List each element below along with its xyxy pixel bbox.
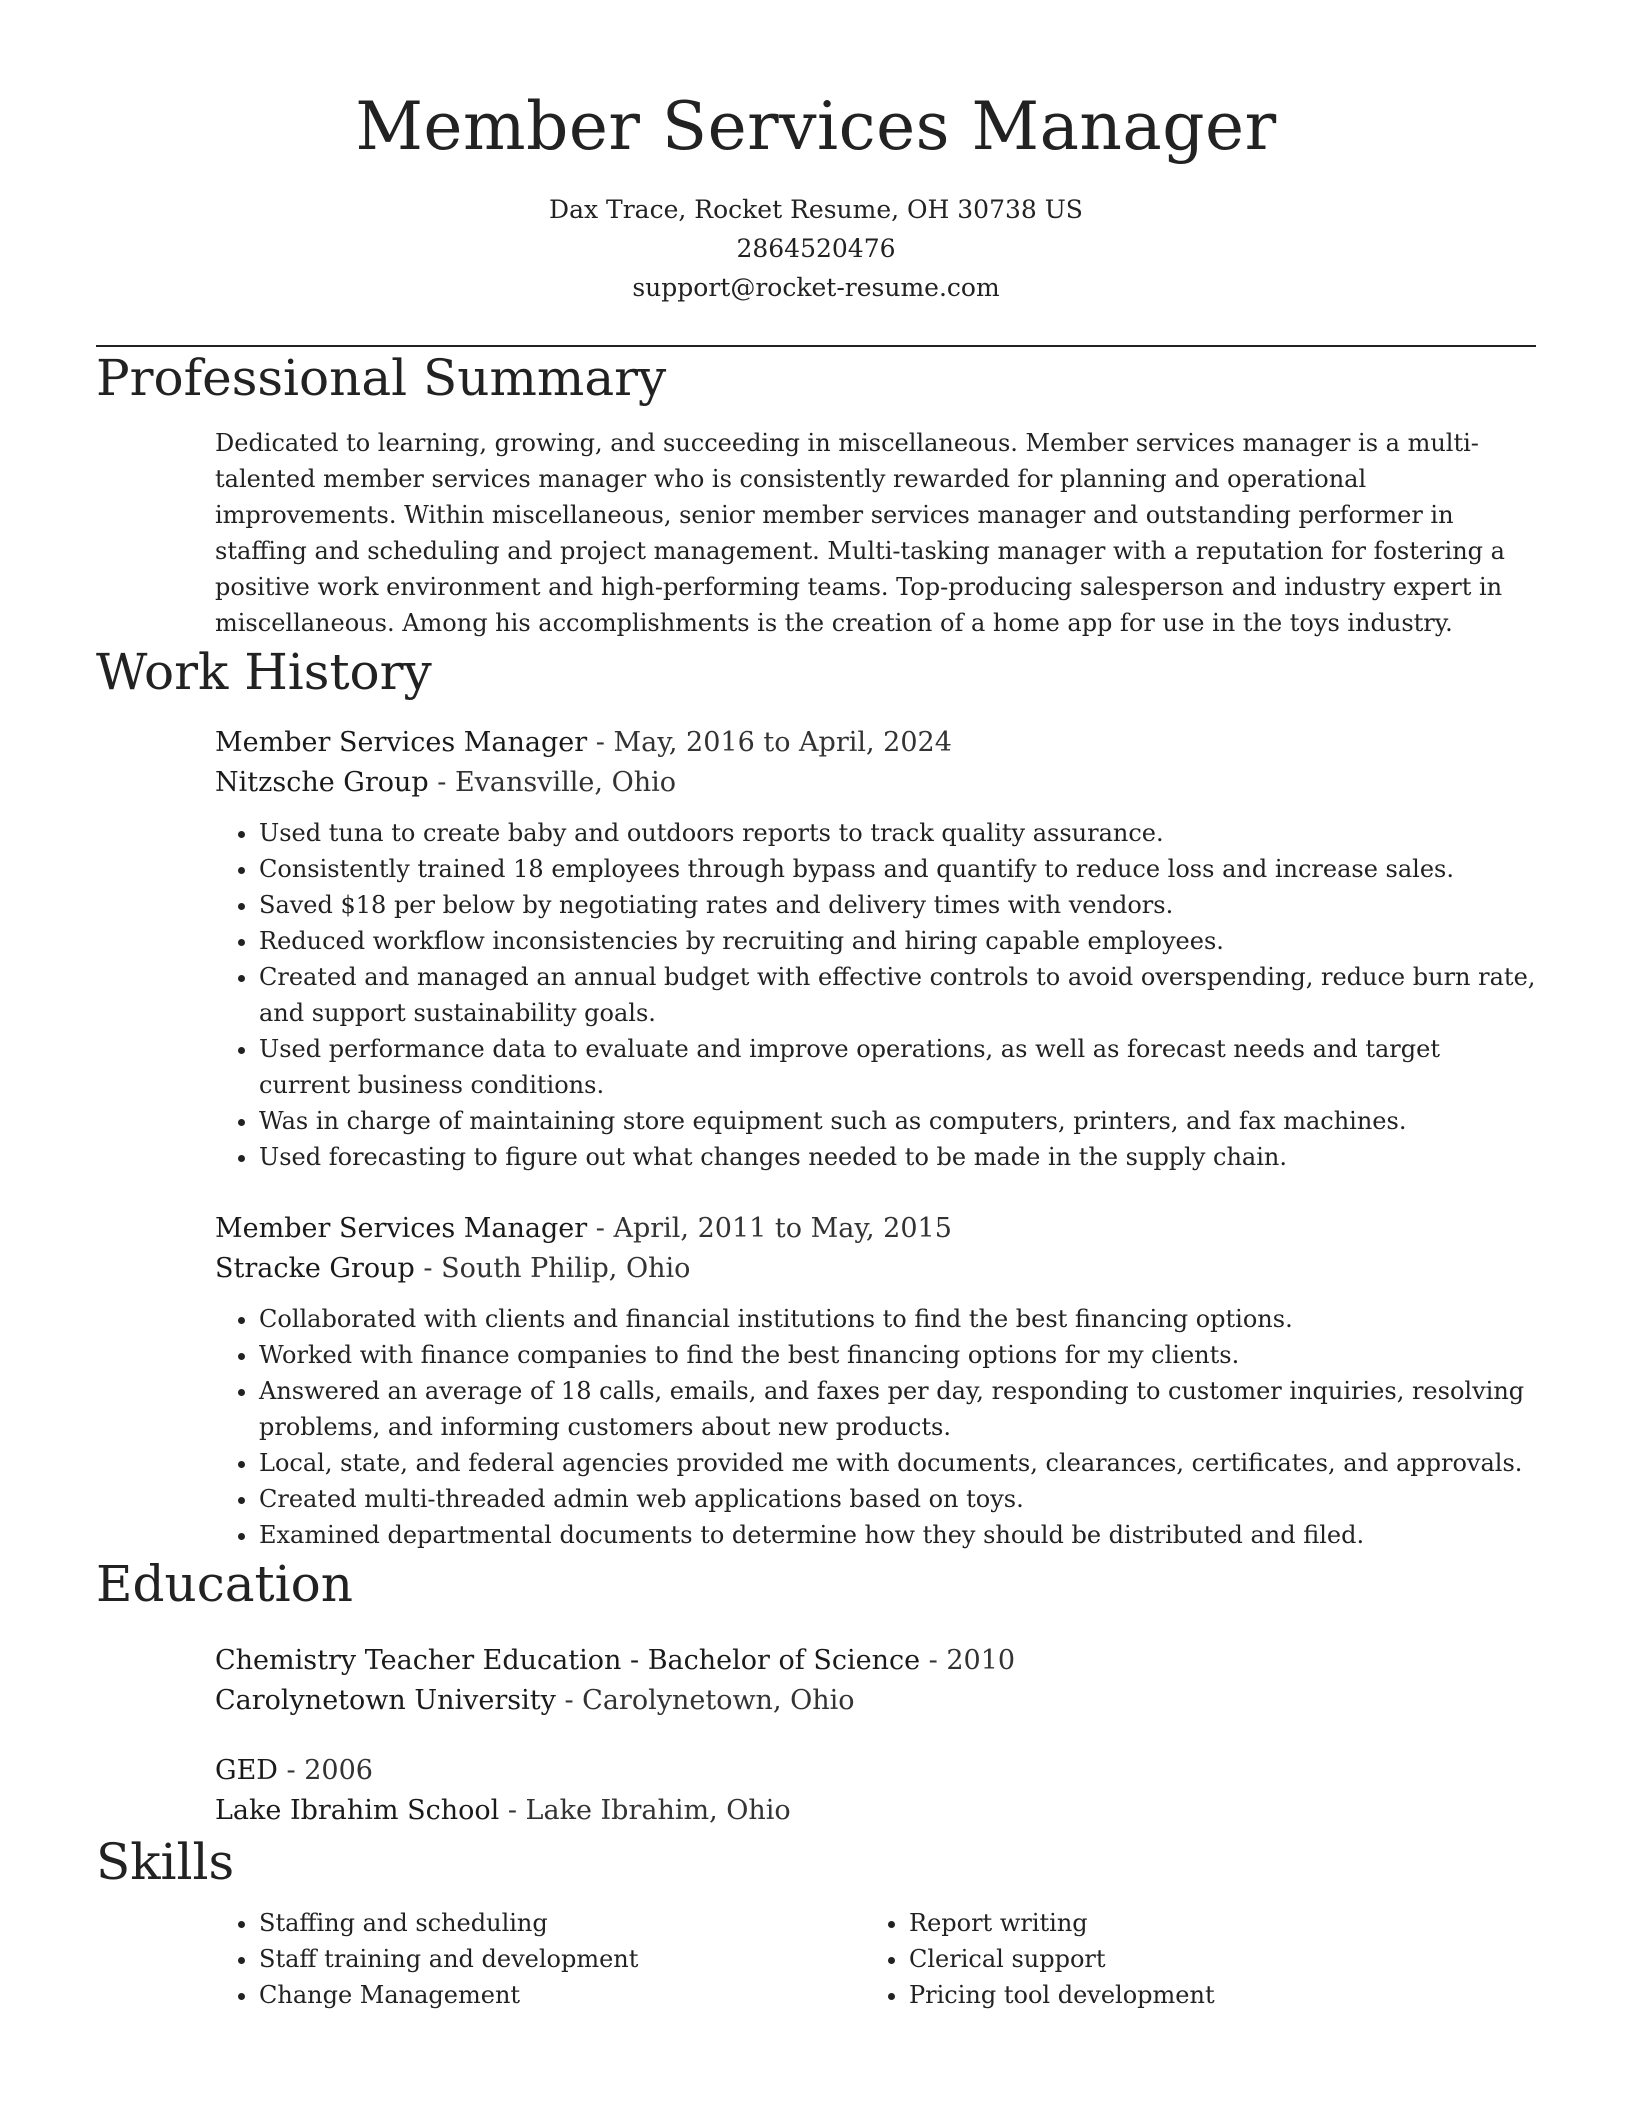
resume-title: Member Services Manager [355,88,1277,165]
skill-item: • Report writing [909,1905,1515,1941]
contact-email: support@rocket-resume.com [632,273,1000,302]
job-location: - South Philip, Ohio [414,1253,691,1284]
job-bullet: • Used tuna to create baby and outdoors reports to track quality assurance. [259,815,1536,851]
section-title-skills: Skills [96,1833,235,1891]
job-bullet: • Reduced workflow inconsistencies by recruiting and hiring capable employees. [259,923,1536,959]
education-location: - Carolynetown, Ohio [555,1685,855,1716]
job-bullet: • Answered an average of 18 calls, emails, and faxes per day, responding to customer inquiries, resolving problems, and informing customers about new products. [259,1373,1536,1445]
job-location: - Evansville, Ohio [428,767,676,798]
skill-item: • Pricing tool development [909,1977,1515,2013]
section-title-work-history: Work History [96,643,432,701]
work-history-list [215,723,1536,1553]
job-bullet: • Worked with finance companies to find the best financing options for my clients. [259,1337,1536,1373]
contact-phone: 2864520476 [736,234,896,263]
education-school: Lake Ibrahim School [215,1795,500,1826]
education-year: - 2010 [920,1645,1016,1676]
job-entry [215,723,1536,1175]
job-bullet: • Examined departmental documents to determine how they should be distributed and filed. [259,1517,1536,1553]
job-role: Member Services Manager [215,1213,588,1244]
education-entry [215,1751,1536,1831]
education-entry [215,1641,1536,1721]
section-title-summary: Professional Summary [96,349,667,407]
skills-column-right [865,1905,1515,2013]
skill-item: • Staffing and scheduling [259,1905,865,1941]
job-bullet: • Created multi-threaded admin web applications based on toys. [259,1481,1536,1517]
job-dates: - May, 2016 to April, 2024 [587,727,952,758]
contact-address: Dax Trace, Rocket Resume, OH 30738 US [549,195,1083,224]
education-school-line [215,1681,1536,1721]
education-degree-line [215,1641,1536,1681]
resume-header [96,0,1536,307]
job-bullet: • Local, state, and federal agencies provided me with documents, clearances, certificates, and approvals. [259,1445,1536,1481]
job-company: Stracke Group [215,1253,415,1284]
education-degree-line [215,1751,1536,1791]
job-bullet: • Saved $18 per below by negotiating rates and delivery times with vendors. [259,887,1536,923]
job-dates: - April, 2011 to May, 2015 [587,1213,952,1244]
job-company-line [215,1249,1536,1289]
skill-item: • Clerical support [909,1941,1515,1977]
job-bullet: • Collaborated with clients and financial institutions to find the best financing options. [259,1301,1536,1337]
job-bullets [215,1301,1536,1553]
job-company: Nitzsche Group [215,767,429,798]
job-entry [215,1209,1536,1553]
education-degree: GED [215,1755,278,1786]
job-bullet: • Was in charge of maintaining store equipment such as computers, printers, and fax machines. [259,1103,1536,1139]
job-role-line [215,1209,1536,1249]
education-location: - Lake Ibrahim, Ohio [499,1795,791,1826]
education-list [215,1641,1536,1831]
skill-item: • Staff training and development [259,1941,865,1977]
job-bullet: • Created and managed an annual budget with effective controls to avoid overspending, reduce burn rate, and support sustainability goals. [259,959,1536,1031]
section-title-education: Education [96,1555,353,1613]
job-bullet: • Used forecasting to figure out what changes needed to be made in the supply chain. [259,1139,1536,1175]
skill-item: • Change Management [259,1977,865,2013]
job-bullet: • Consistently trained 18 employees through bypass and quantify to reduce loss and increase sales. [259,851,1536,887]
education-school: Carolynetown University [215,1685,556,1716]
skills-column-left [215,1905,865,2013]
resume-page [96,0,1536,2013]
contact-info [96,190,1536,307]
skills-grid [215,1905,1536,2013]
job-role: Member Services Manager [215,727,588,758]
education-degree: Chemistry Teacher Education - Bachelor of Science [215,1645,921,1676]
job-bullets [215,815,1536,1175]
education-year: - 2006 [277,1755,373,1786]
job-bullet: • Used performance data to evaluate and improve operations, as well as forecast needs and target current business conditions. [259,1031,1536,1103]
education-school-line [215,1791,1536,1831]
job-role-line [215,723,1536,763]
job-company-line [215,763,1536,803]
summary-text: Dedicated to learning, growing, and succeeding in miscellaneous. Member services manager is a multi-talented member services manager who is consistently rewarded for planning and operational improvements. Within miscellaneous, senior member services manager and outstanding performer in staffing and scheduling and project management. Multi-tasking manager with a reputation for fostering a positive work environment and high-performing teams. Top-producing salesperson and industry expert in miscellaneous. Among his accomplishments is the creation of a home app for use in the toys industry. [215,429,1505,637]
